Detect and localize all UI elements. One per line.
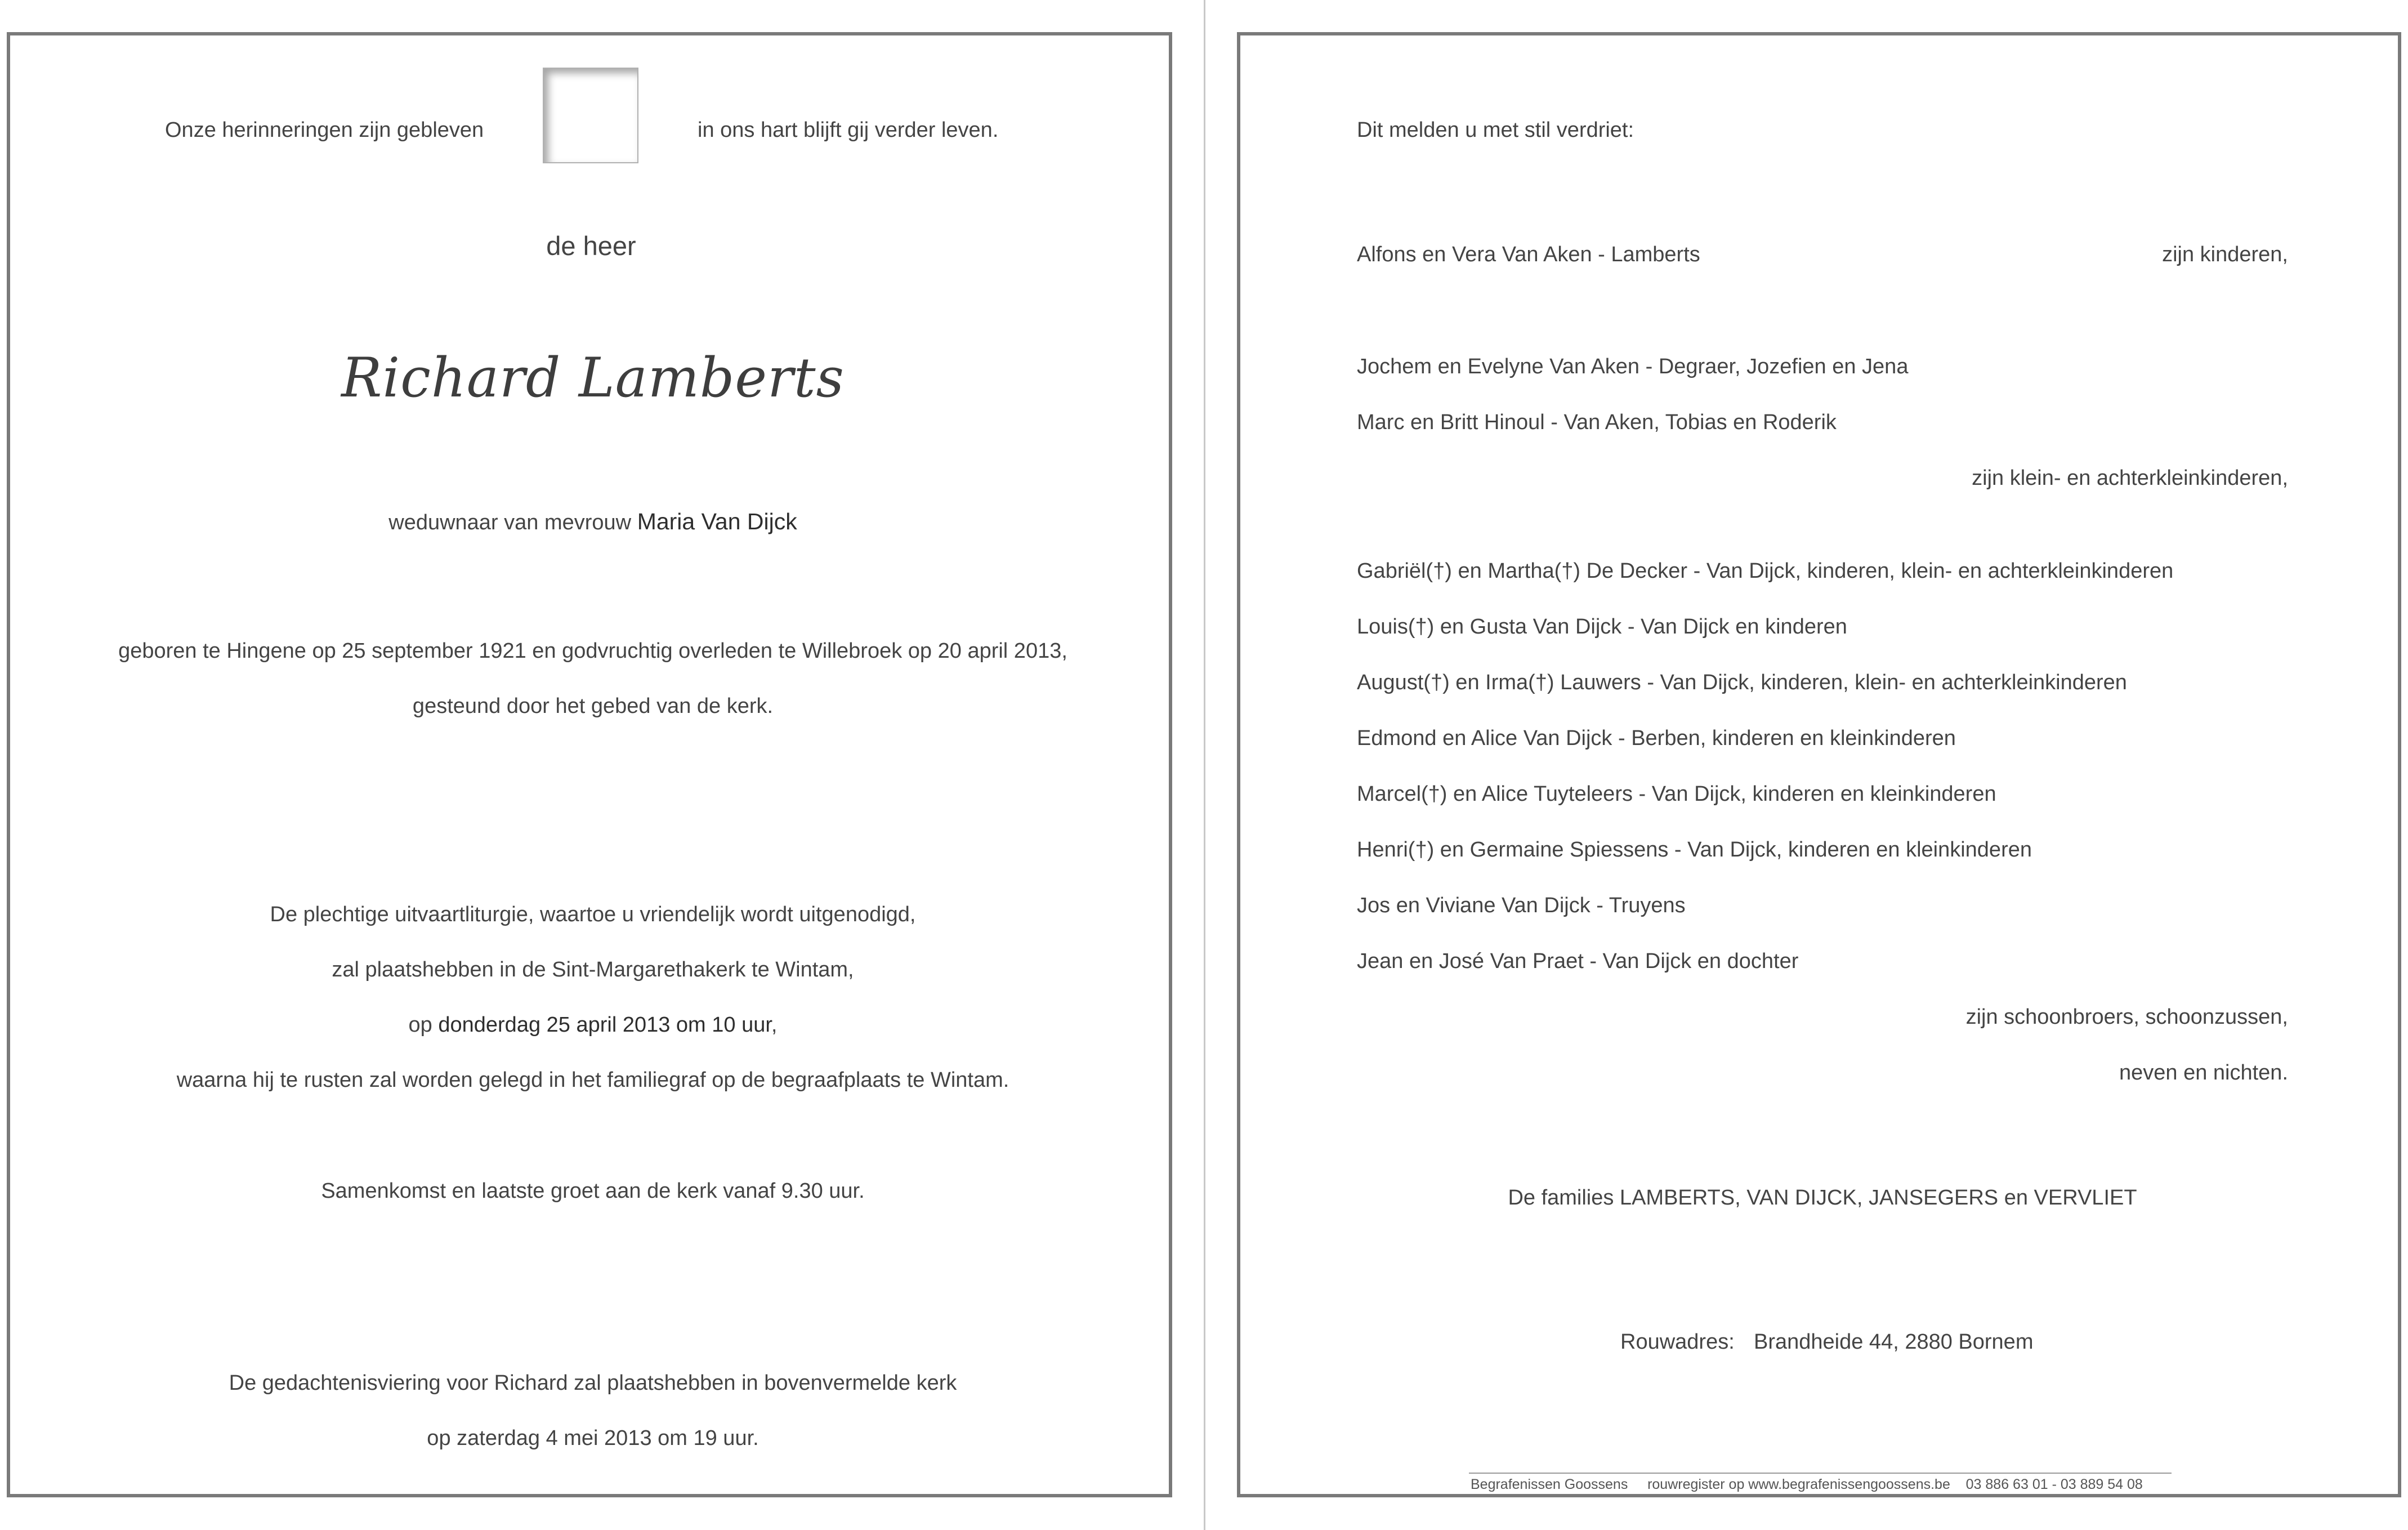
support-line: gesteund door het gebed van de kerk.: [412, 694, 774, 718]
fold-line: [1204, 0, 1205, 1530]
intro-line: Dit melden u met stil verdriet:: [1357, 118, 1634, 142]
widower-line: [388, 510, 797, 533]
left-page: [7, 32, 1172, 1497]
motto-left: Onze herinneringen zijn gebleven: [165, 118, 484, 142]
in-laws-role-2: neven en nichten.: [2119, 1061, 2288, 1085]
in-law-line: Jean en José Van Praet - Van Dijck en dochter: [1357, 949, 1799, 973]
families-line: De families LAMBERTS, VAN DIJCK, JANSEGERS en VERVLIET: [1508, 1186, 2137, 1210]
funeral-line-1: De plechtige uitvaartliturgie, waartoe u vriendelijk wordt uitgenodigd,: [270, 903, 916, 926]
funeral-date-suffix: ,: [771, 1013, 778, 1037]
birth-death-line: geboren te Hingene op 25 september 1921 en godvruchtig overleden te Willebroek op 20 april 2013,: [118, 639, 1067, 663]
grandchildren-line: Marc en Britt Hinoul - Van Aken, Tobias en Roderik: [1357, 411, 1837, 434]
memorial-line-1: De gedachtenisviering voor Richard zal plaatshebben in bovenvermelde kerk: [229, 1371, 957, 1395]
children-names: Alfons en Vera Van Aken - Lamberts: [1357, 243, 1700, 266]
in-law-line: Gabriël(†) en Martha(†) De Decker - Van Dijck, kinderen, klein- en achterkleinkinderen: [1357, 559, 2174, 583]
funeral-line-4: waarna hij te rusten zal worden gelegd in het familiegraf op de begraafplaats te Wintam.: [176, 1068, 1009, 1092]
funeral-line-3: [409, 1014, 778, 1036]
motto-right: in ons hart blijft gij verder leven.: [698, 118, 999, 142]
funeral-date: donderdag 25 april 2013 om 10 uur: [438, 1013, 771, 1037]
in-law-line: Henri(†) en Germaine Spiessens - Van Dijck, kinderen en kleinkinderen: [1357, 838, 2032, 862]
gathering-line: Samenkomst en laatste groet aan de kerk vanaf 9.30 uur.: [321, 1179, 865, 1203]
grandchildren-line: Jochem en Evelyne Van Aken - Degraer, Jozefien en Jena: [1357, 355, 1909, 378]
in-law-line: Marcel(†) en Alice Tuyteleers - Van Dijck, kinderen en kleinkinderen: [1357, 782, 1996, 806]
footer-rule: [1469, 1473, 2172, 1474]
funeral-date-prefix: op: [408, 1013, 432, 1037]
address-label: Rouwadres:: [1620, 1330, 1735, 1354]
right-page: [1237, 32, 2401, 1497]
in-law-line: Edmond en Alice Van Dijck - Berben, kinderen en kleinkinderen: [1357, 726, 1956, 750]
in-law-line: Louis(†) en Gusta Van Dijck - Van Dijck en kinderen: [1357, 615, 1847, 639]
grandchildren-role: zijn klein- en achterkleinkinderen,: [1972, 466, 2288, 490]
in-law-line: Jos en Viviane Van Dijck - Truyens: [1357, 894, 1686, 917]
widower-prefix: weduwnaar van mevrouw: [388, 511, 632, 534]
in-law-line: August(†) en Irma(†) Lauwers - Van Dijck, kinderen, klein- en achterkleinkinderen: [1357, 671, 2127, 694]
honorific-title: de heer: [546, 231, 636, 261]
widower-name: Maria Van Dijck: [637, 508, 797, 534]
children-role: zijn kinderen,: [2162, 243, 2288, 266]
undertaker-footer: Begrafenissen Goossens rouwregister op www.begrafenissengoossens.be 03 886 63 01 - 03 889 54 08: [1471, 1477, 2143, 1492]
funeral-line-2: zal plaatshebben in de Sint-Margarethakerk te Wintam,: [332, 958, 854, 982]
deceased-name: Richard Lamberts: [341, 346, 845, 409]
address-value: Brandheide 44, 2880 Bornem: [1754, 1330, 2034, 1354]
photo-placeholder: [543, 68, 638, 163]
memorial-line-2: op zaterdag 4 mei 2013 om 19 uur.: [427, 1426, 759, 1450]
in-laws-role-1: zijn schoonbroers, schoonzussen,: [1965, 1005, 2288, 1029]
